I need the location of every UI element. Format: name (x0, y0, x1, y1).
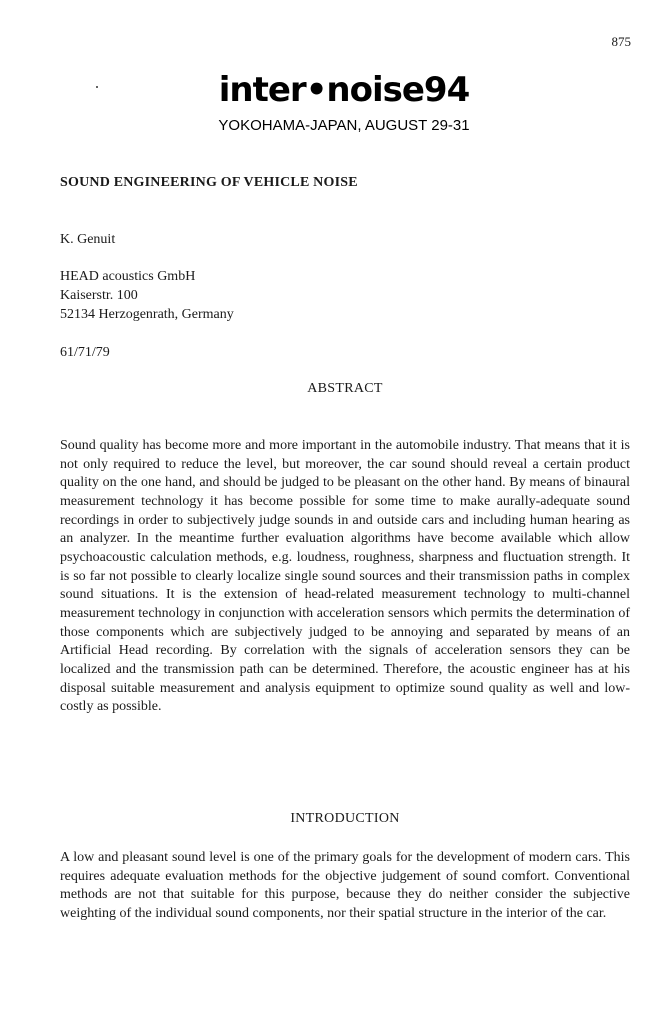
abstract-heading: ABSTRACT (307, 381, 383, 396)
paper-title: SOUND ENGINEERING OF VEHICLE NOISE (60, 175, 358, 190)
author-affiliation (60, 267, 234, 324)
affiliation-line: HEAD acoustics GmbH (60, 269, 196, 284)
conference-logo: inter•noise94 (218, 70, 470, 110)
affiliation-line: 52134 Herzogenrath, Germany (60, 307, 234, 322)
author-name: K. Genuit (60, 232, 116, 247)
introduction-text: A low and pleasant sound level is one of the primary goals for the development of modern cars. This requires adequate evaluation methods for the objective judgement of sound comfort. Conventional methods are not that suitable for this purpose, because they do neither consider the subjective weighting of the individual sound components, nor their spatial structure in the interior of the car. (60, 850, 630, 921)
introduction-heading: INTRODUCTION (290, 811, 400, 826)
paper-code: 61/71/79 (60, 345, 110, 360)
abstract-text: Sound quality has become more and more important in the automobile industry. That means that it is not only required to reduce the level, but moreover, the car sound should reveal a certain product quality on the one hand, and should be judged to be pleasant on the other hand. By means of binaural measurement technology it has become possible for some time to make aurally-adequate sound recordings in order to subjectively judge sounds in and outside cars and including human hearing as an analyzer. In the meantime further evaluation algorithms have become available which allow psychoacoustic calculation methods, e.g. loudness, roughness, sharpness and fluctuation strength. It is so far not possible to clearly localize single sound sources and their transmission paths in complex sound situations. It is the extension of head-related measurement technology to multi-channel measurement technology in conjunction with acceleration sensors which permits the determination of those components which are subjectively judged to be annoying and separated by means of an Artificial Head recording. By correlation with the signals of acceleration sensors they can be localized and the transmission path can be determined. Therefore, the acoustic engineer has at his disposal suitable measurement and analysis equipment to optimize sound quality as well and low-costly as possible. (60, 438, 630, 715)
affiliation-line: Kaiserstr. 100 (60, 288, 138, 303)
page-number: 875 (611, 34, 631, 49)
scan-speck (96, 86, 98, 88)
conference-location: YOKOHAMA-JAPAN, AUGUST 29-31 (218, 117, 470, 134)
